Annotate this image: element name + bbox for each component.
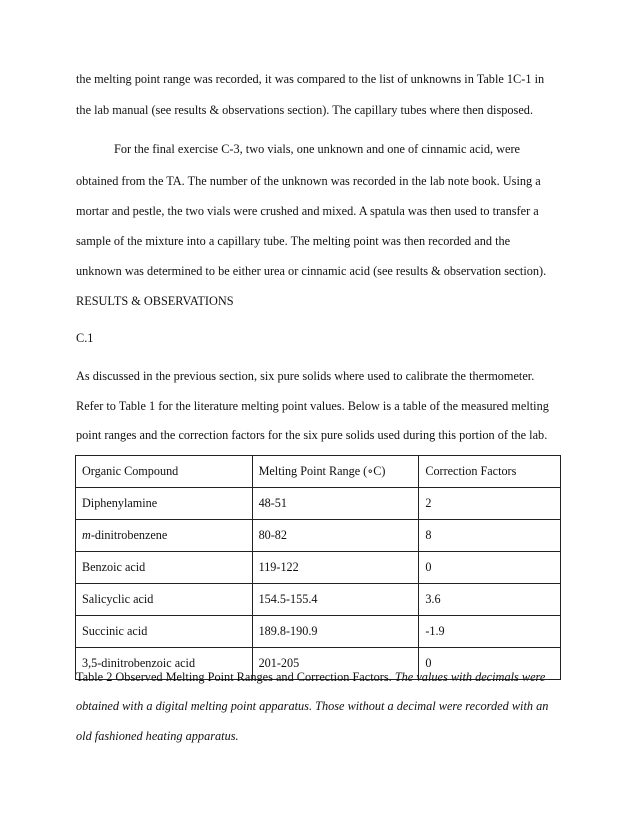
table-row (76, 584, 561, 616)
correction-cell: 0 (419, 648, 561, 680)
compound-cell (76, 616, 253, 648)
table-caption-line: old fashioned heating apparatus. (76, 729, 239, 743)
range-cell: 119-122 (252, 552, 419, 584)
caption-label: Table 2 Observed Melting Point Ranges and Correction Factors. (76, 670, 392, 684)
paragraph-line: Refer to Table 1 for the literature melting point values. Below is a table of the measured melting (76, 399, 549, 413)
range-cell: 48-51 (252, 488, 419, 520)
table-caption-line (76, 670, 545, 684)
paragraph-line: point ranges and the correction factors for the six pure solids used during this portion of the lab. (76, 428, 548, 442)
correction-cell: 0 (419, 552, 561, 584)
header-cell: Melting Point Range (∘C) (252, 456, 419, 488)
correction-cell: 3.6 (419, 584, 561, 616)
correction-cell: 8 (419, 520, 561, 552)
caption-note: The values with decimals were (394, 670, 546, 684)
compound-name: Succinic acid (82, 624, 148, 638)
table-header-row (76, 456, 561, 488)
melting-point-table (75, 455, 561, 680)
correction-cell: 2 (419, 488, 561, 520)
table-row (76, 488, 561, 520)
compound-name: 3,5-dinitrobenzoic acid (82, 656, 196, 670)
compound-name: Salicyclic acid (82, 592, 154, 606)
range-cell: 154.5-155.4 (252, 584, 419, 616)
compound-cell (76, 520, 253, 552)
range-cell: 201-205 (252, 648, 419, 680)
compound-cell (76, 584, 253, 616)
table-row (76, 520, 561, 552)
paragraph-line: obtained from the TA. The number of the unknown was recorded in the lab note book. Using a (76, 174, 541, 188)
paragraph-line: the melting point range was recorded, it was compared to the list of unknowns in Table 1C-1 in (76, 72, 545, 86)
paragraph-line: the lab manual (see results & observations section). The capillary tubes where then disposed. (76, 103, 534, 117)
compound-cell (76, 552, 253, 584)
paragraph-line: As discussed in the previous section, six pure solids where used to calibrate the thermometer. (76, 369, 535, 383)
paragraph-line: unknown was determined to be either urea or cinnamic acid (see results & observation section). (76, 264, 547, 278)
compound-prefix: m (82, 528, 91, 542)
subsection-heading: C.1 (76, 331, 94, 345)
header-cell: Organic Compound (76, 456, 253, 488)
range-cell: 80-82 (252, 520, 419, 552)
range-cell: 189.8-190.9 (252, 616, 419, 648)
paragraph-line: mortar and pestle, the two vials were crushed and mixed. A spatula was then used to transfer a (76, 204, 539, 218)
compound-name: Diphenylamine (82, 496, 158, 510)
table-row (76, 616, 561, 648)
section-heading: RESULTS & OBSERVATIONS (76, 294, 234, 308)
compound-name: Benzoic acid (82, 560, 146, 574)
paragraph-line: sample of the mixture into a capillary tube. The melting point was then recorded and the (76, 234, 511, 248)
compound-cell (76, 488, 253, 520)
table-row (76, 552, 561, 584)
compound-name: -dinitrobenzene (90, 528, 168, 542)
paragraph-line: For the final exercise C-3, two vials, one unknown and one of cinnamic acid, were (114, 142, 521, 156)
table-caption-line: obtained with a digital melting point apparatus. Those without a decimal were recorded with an (76, 699, 549, 713)
header-cell: Correction Factors (419, 456, 561, 488)
correction-cell: -1.9 (419, 616, 561, 648)
